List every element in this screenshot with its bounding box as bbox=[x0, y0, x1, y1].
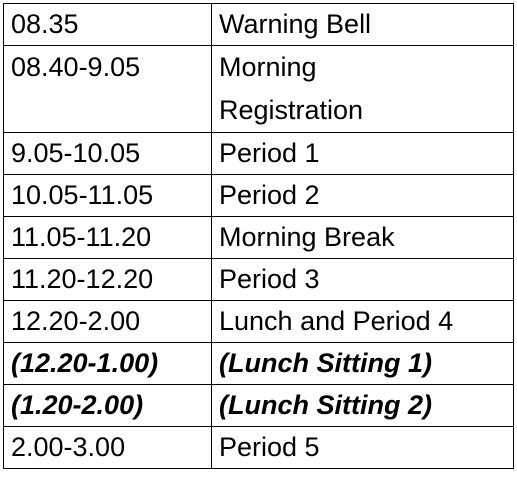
event-text-line: Morning bbox=[219, 52, 317, 82]
table-row bbox=[4, 133, 514, 175]
time-cell: 12.20-2.00 bbox=[4, 301, 212, 343]
event-cell bbox=[212, 46, 514, 133]
event-cell: Warning Bell bbox=[212, 4, 514, 46]
time-cell: 08.35 bbox=[4, 4, 212, 46]
event-cell: Lunch and Period 4 bbox=[212, 301, 514, 343]
table-row bbox=[4, 301, 514, 343]
time-cell: 2.00-3.00 bbox=[4, 427, 212, 469]
table-row bbox=[4, 175, 514, 217]
event-text-line: Registration bbox=[219, 95, 364, 125]
time-cell: (12.20-1.00) bbox=[4, 343, 212, 385]
event-cell: (Lunch Sitting 1) bbox=[212, 343, 514, 385]
table-row bbox=[4, 343, 514, 385]
table-row bbox=[4, 427, 514, 469]
table-row bbox=[4, 385, 514, 427]
event-cell: Period 3 bbox=[212, 259, 514, 301]
event-cell: Period 1 bbox=[212, 133, 514, 175]
event-cell: (Lunch Sitting 2) bbox=[212, 385, 514, 427]
table-row bbox=[4, 46, 514, 133]
table-row bbox=[4, 217, 514, 259]
event-cell: Morning Break bbox=[212, 217, 514, 259]
time-cell: 11.20-12.20 bbox=[4, 259, 212, 301]
event-cell: Period 2 bbox=[212, 175, 514, 217]
time-cell: (1.20-2.00) bbox=[4, 385, 212, 427]
time-cell: 10.05-11.05 bbox=[4, 175, 212, 217]
event-cell: Period 5 bbox=[212, 427, 514, 469]
table-row bbox=[4, 4, 514, 46]
school-day-schedule-table bbox=[3, 3, 514, 469]
time-cell: 9.05-10.05 bbox=[4, 133, 212, 175]
table-row bbox=[4, 259, 514, 301]
time-cell: 11.05-11.20 bbox=[4, 217, 212, 259]
time-cell: 08.40-9.05 bbox=[4, 46, 212, 133]
